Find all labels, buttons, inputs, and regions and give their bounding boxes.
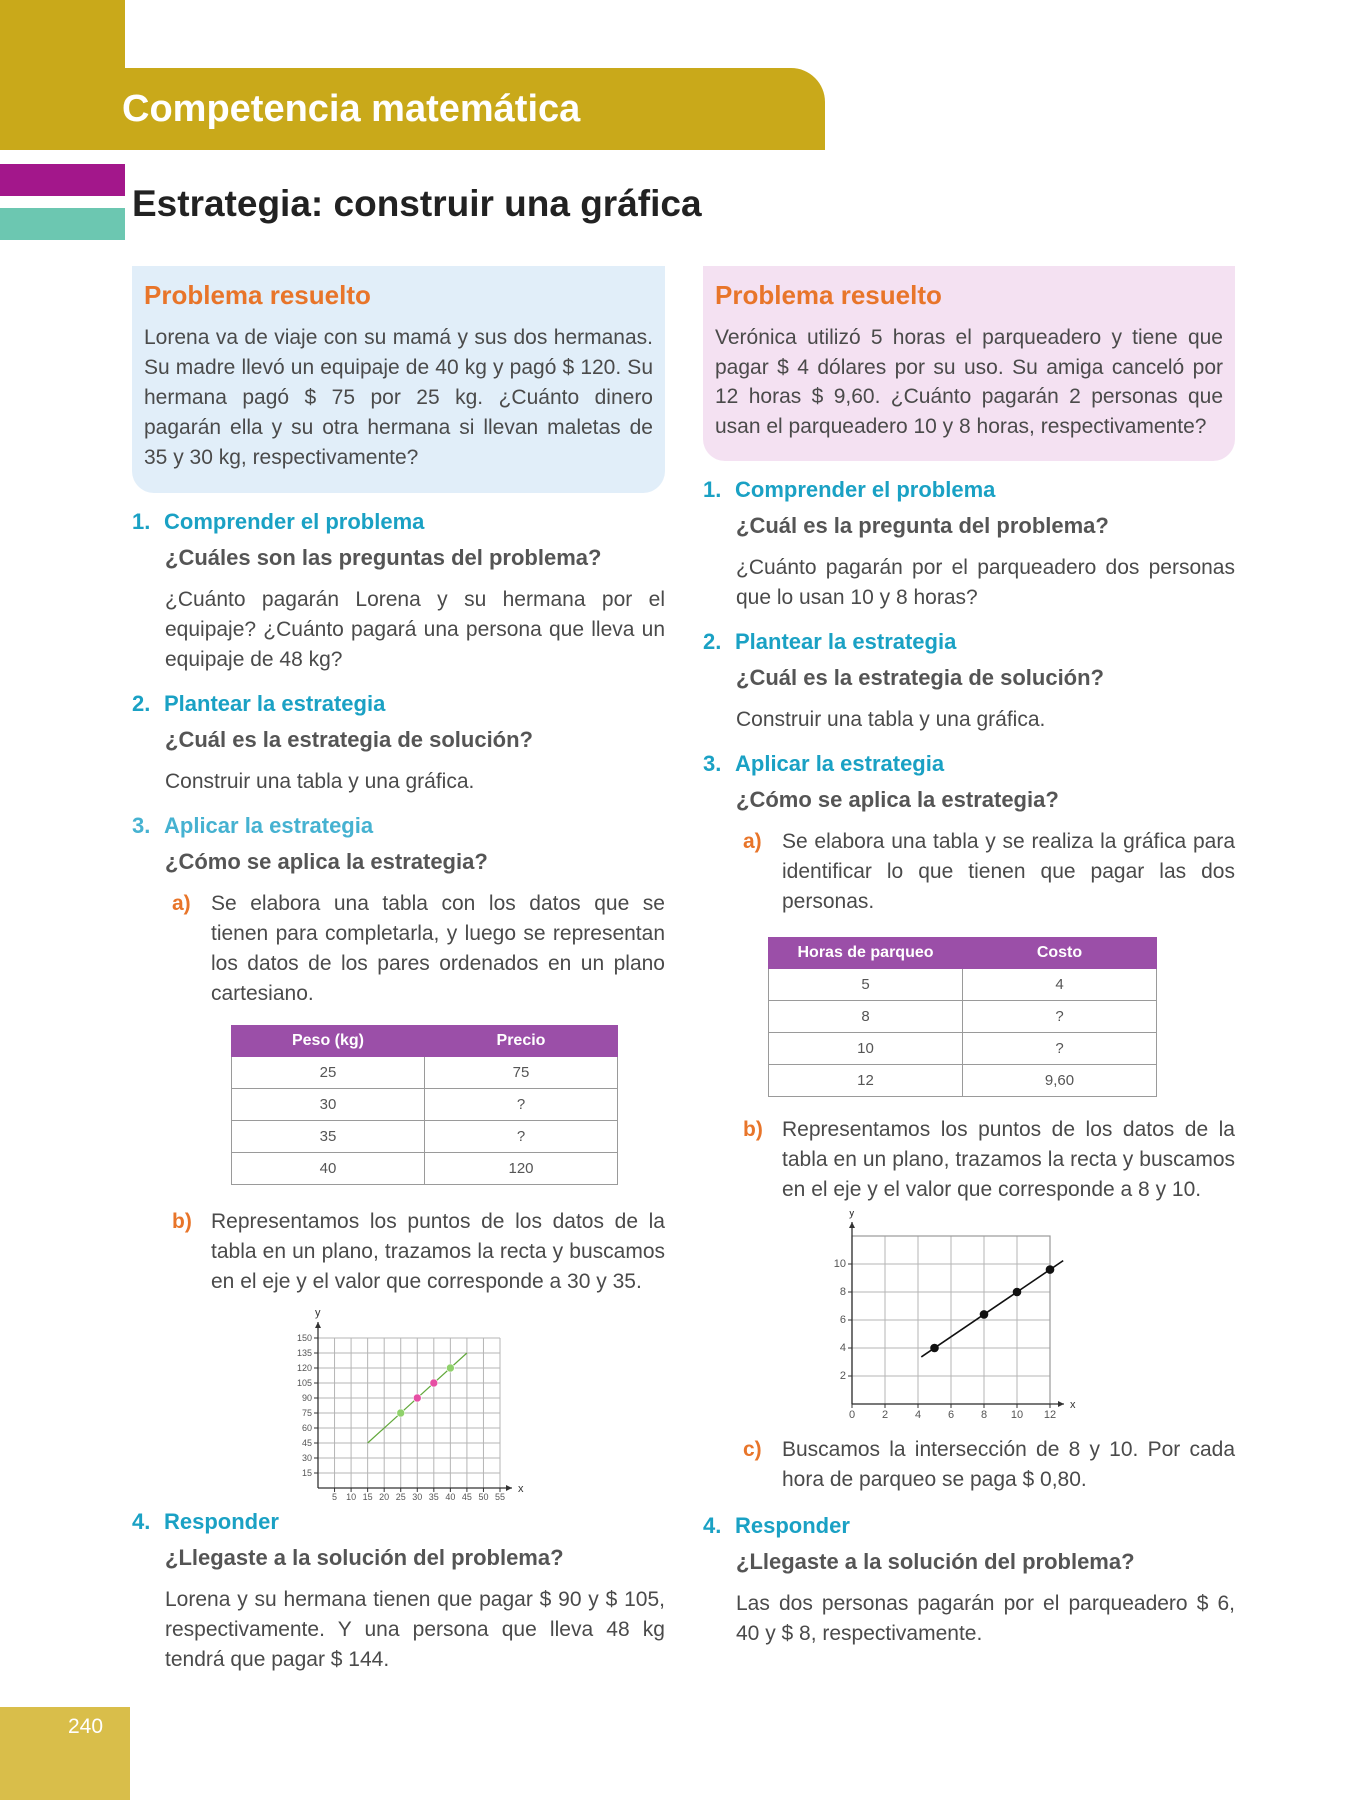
y-tick-label: 6 [839, 1314, 846, 1326]
step-number: 3. [703, 751, 722, 776]
x-axis-label: x [518, 1483, 524, 1495]
step-question: ¿Cuáles son las preguntas del problema? [165, 545, 602, 570]
problem-box-right [703, 266, 1235, 461]
step-title: Plantear la estrategia [164, 691, 386, 716]
table-cell: 8 [769, 1001, 963, 1033]
x-tick-label: 25 [395, 1492, 406, 1502]
step-title: Responder [164, 1509, 279, 1534]
trend-line [921, 1261, 1063, 1357]
step-title: Aplicar la estrategia [735, 751, 945, 776]
y-axis-label: y [315, 1307, 321, 1319]
x-tick-label: 55 [494, 1492, 506, 1502]
page-number: 240 [68, 1715, 104, 1738]
sub-step-letter: b) [743, 1118, 763, 1141]
x-tick-label: 30 [412, 1492, 423, 1502]
step-question: ¿Llegaste a la solución del problema? [165, 1545, 564, 1570]
sub-step-letter: a) [743, 830, 762, 853]
table-cell: 120 [425, 1153, 618, 1185]
step-number: 2. [132, 691, 151, 716]
step-answer: ¿Cuánto pagarán Lorena y su hermana por el equipaje? ¿Cuánto pagará una persona que lleva un equipaje de 48 kg? [165, 588, 665, 671]
y-tick-label: 135 [296, 1348, 312, 1358]
x-tick-label: 0 [848, 1409, 856, 1421]
problem-box-left [132, 266, 665, 493]
y-tick-label: 45 [301, 1438, 312, 1448]
sub-step-text: Buscamos la intersección de 8 y 10. Por cada hora de parqueo se paga $ 0,80. [782, 1438, 1235, 1491]
table-header: Peso (kg) [232, 1026, 425, 1057]
y-tick-label: 15 [301, 1468, 312, 1478]
page-number-box [0, 1707, 130, 1800]
step-1-heading [132, 509, 665, 535]
x-axis-label: x [1070, 1399, 1076, 1411]
sub-step-a [172, 889, 665, 1009]
step-question: ¿Cuál es la estrategia de solución? [736, 665, 1104, 690]
x-tick-label: 15 [362, 1492, 373, 1502]
sub-step-b [172, 1207, 665, 1297]
x-tick-label: 10 [346, 1492, 357, 1502]
weight-price-table [231, 1025, 618, 1185]
table-row [232, 1153, 618, 1185]
data-point [980, 1310, 988, 1318]
step-title: Comprender el problema [164, 509, 425, 534]
sub-step-b [743, 1115, 1235, 1205]
y-tick-label: 8 [839, 1286, 846, 1298]
y-tick-label: 105 [296, 1378, 312, 1388]
sub-step-letter: a) [172, 892, 191, 915]
sub-step-text: Se elabora una tabla con los datos que se tienen para completarla, y luego se representan los datos de los pares ordenados en un plano cartesiano. [211, 892, 665, 1005]
step-number: 4. [132, 1509, 151, 1534]
problem-title: Problema resuelto [144, 280, 371, 310]
y-tick-label: 90 [301, 1393, 312, 1403]
decorative-stripe-magenta [0, 164, 125, 196]
step-number: 1. [132, 509, 151, 534]
step-number: 4. [703, 1513, 722, 1538]
sub-step-letter: c) [743, 1438, 762, 1461]
hours-cost-chart [703, 1211, 1235, 1433]
table-cell: 30 [232, 1089, 425, 1121]
y-tick-label: 10 [833, 1258, 846, 1270]
step-question: ¿Llegaste a la solución del problema? [736, 1549, 1135, 1574]
step-question: ¿Cómo se aplica la estrategia? [736, 787, 1059, 812]
step-title: Comprender el problema [735, 477, 996, 502]
y-tick-label: 60 [301, 1423, 312, 1433]
x-axis-arrow [1058, 1401, 1064, 1407]
table-header: Horas de parqueo [769, 938, 963, 969]
problem-title: Problema resuelto [715, 280, 942, 310]
table-cell: 35 [232, 1121, 425, 1153]
x-tick-label: 40 [445, 1492, 456, 1502]
table-cell: ? [963, 1033, 1157, 1065]
y-tick-label: 30 [301, 1453, 312, 1463]
problem-text: Verónica utilizó 5 horas el parqueadero y tiene que pagar $ 4 dólares por su uso. Su amiga canceló por 12 horas $ 9,60. ¿Cuánto pagarán 2 personas que usan el parqueadero 10 y 8 horas, respectivamente? [715, 326, 1223, 438]
left-column [132, 266, 665, 1675]
table-row [769, 1033, 1157, 1065]
x-tick-label: 4 [914, 1409, 922, 1421]
step-2-heading [132, 691, 665, 717]
data-point [413, 1394, 421, 1402]
x-tick-label: 5 [332, 1492, 338, 1502]
y-tick-label: 75 [301, 1408, 312, 1418]
sub-step-letter: b) [172, 1210, 192, 1233]
data-point [1013, 1288, 1021, 1296]
table-cell: 4 [963, 969, 1157, 1001]
x-tick-label: 10 [1010, 1409, 1024, 1421]
section-title: Competencia matemática [122, 88, 581, 130]
table-cell: 5 [769, 969, 963, 1001]
table-cell: 9,60 [963, 1065, 1157, 1097]
x-tick-label: 50 [478, 1492, 489, 1502]
step-answer: Lorena y su hermana tienen que pagar $ 90 y $ 105, respectivamente. Y una persona que lleva 48 kg tendrá que pagar $ 144. [165, 1588, 665, 1671]
hours-cost-table [768, 937, 1157, 1097]
page-title: Estrategia: construir una gráfica [132, 183, 702, 224]
y-tick-label: 120 [296, 1363, 312, 1373]
table-cell: 10 [769, 1033, 963, 1065]
table-cell: 40 [232, 1153, 425, 1185]
step-4-heading [132, 1509, 665, 1535]
table-cell: ? [963, 1001, 1157, 1033]
table-row [232, 1089, 618, 1121]
table-row [232, 1057, 618, 1089]
decorative-stripe-teal [0, 208, 125, 240]
step-question: ¿Cómo se aplica la estrategia? [165, 849, 488, 874]
y-tick-label: 150 [296, 1333, 312, 1343]
step-answer: Las dos personas pagarán por el parqueadero $ 6, 40 y $ 8, respectivamente. [736, 1592, 1235, 1645]
sub-step-c [743, 1435, 1235, 1495]
x-tick-label: 45 [461, 1492, 472, 1502]
step-title: Responder [735, 1513, 850, 1538]
table-row [769, 1001, 1157, 1033]
right-column [703, 266, 1235, 1649]
table-row [769, 969, 1157, 1001]
table-cell: ? [425, 1121, 618, 1153]
step-question: ¿Cuál es la estrategia de solución? [165, 727, 533, 752]
x-axis-arrow [506, 1485, 512, 1491]
y-tick-label: 4 [839, 1342, 846, 1354]
data-point [931, 1344, 939, 1352]
step-number: 3. [132, 813, 151, 838]
x-tick-label: 35 [428, 1492, 439, 1502]
sub-step-a [743, 827, 1235, 917]
step-title: Aplicar la estrategia [164, 813, 374, 838]
step-number: 2. [703, 629, 722, 654]
step-3-heading [132, 813, 665, 839]
y-axis-arrow [315, 1322, 321, 1328]
table-cell: 12 [769, 1065, 963, 1097]
step-title: Plantear la estrategia [735, 629, 957, 654]
weight-price-chart [132, 1303, 665, 1513]
table-header: Precio [425, 1026, 618, 1057]
step-2-heading [703, 629, 1235, 655]
step-number: 1. [703, 477, 722, 502]
x-tick-label: 12 [1043, 1409, 1057, 1421]
header-left-band [0, 0, 125, 150]
sub-step-text: Representamos los puntos de los datos de la tabla en un plano, trazamos la recta y buscamos en el eje y el valor que corresponde a 30 y 35. [211, 1210, 665, 1293]
problem-text: Lorena va de viaje con su mamá y sus dos hermanas. Su madre llevó un equipaje de 40 kg y pagó $ 120. Su hermana pagó $ 75 por 25 kg. ¿Cuánto dinero pagarán ella y su otra hermana si llevan maletas de 35 y 30 kg, respectivamente? [144, 326, 653, 469]
x-tick-label: 2 [881, 1409, 889, 1421]
table-header: Costo [963, 938, 1157, 969]
table-row [769, 1065, 1157, 1097]
data-point [446, 1364, 454, 1372]
step-answer: ¿Cuánto pagarán por el parqueadero dos personas que lo usan 10 y 8 horas? [736, 556, 1235, 609]
x-tick-label: 8 [980, 1409, 988, 1421]
step-answer: Construir una tabla y una gráfica. [736, 708, 1046, 731]
step-answer: Construir una tabla y una gráfica. [165, 770, 475, 793]
y-tick-label: 2 [839, 1370, 846, 1382]
sub-step-text: Se elabora una tabla y se realiza la gráfica para identificar lo que tienen que pagar las dos personas. [782, 830, 1235, 913]
step-1-heading [703, 477, 1235, 503]
x-tick-label: 20 [379, 1492, 390, 1502]
data-point [430, 1379, 438, 1387]
sub-step-text: Representamos los puntos de los datos de la tabla en un plano, trazamos la recta y buscamos en el eje y el valor que corresponde a 8 y 10. [782, 1118, 1235, 1201]
step-3-heading [703, 751, 1235, 777]
step-question: ¿Cuál es la pregunta del problema? [736, 513, 1109, 538]
data-point [397, 1409, 405, 1417]
table-cell: 75 [425, 1057, 618, 1089]
y-axis-arrow [849, 1222, 855, 1228]
y-axis-label: y [849, 1211, 855, 1219]
table-cell: 25 [232, 1057, 425, 1089]
data-point [1046, 1266, 1054, 1274]
table-cell: ? [425, 1089, 618, 1121]
x-tick-label: 6 [947, 1409, 955, 1421]
step-4-heading [703, 1513, 1235, 1539]
table-row [232, 1121, 618, 1153]
